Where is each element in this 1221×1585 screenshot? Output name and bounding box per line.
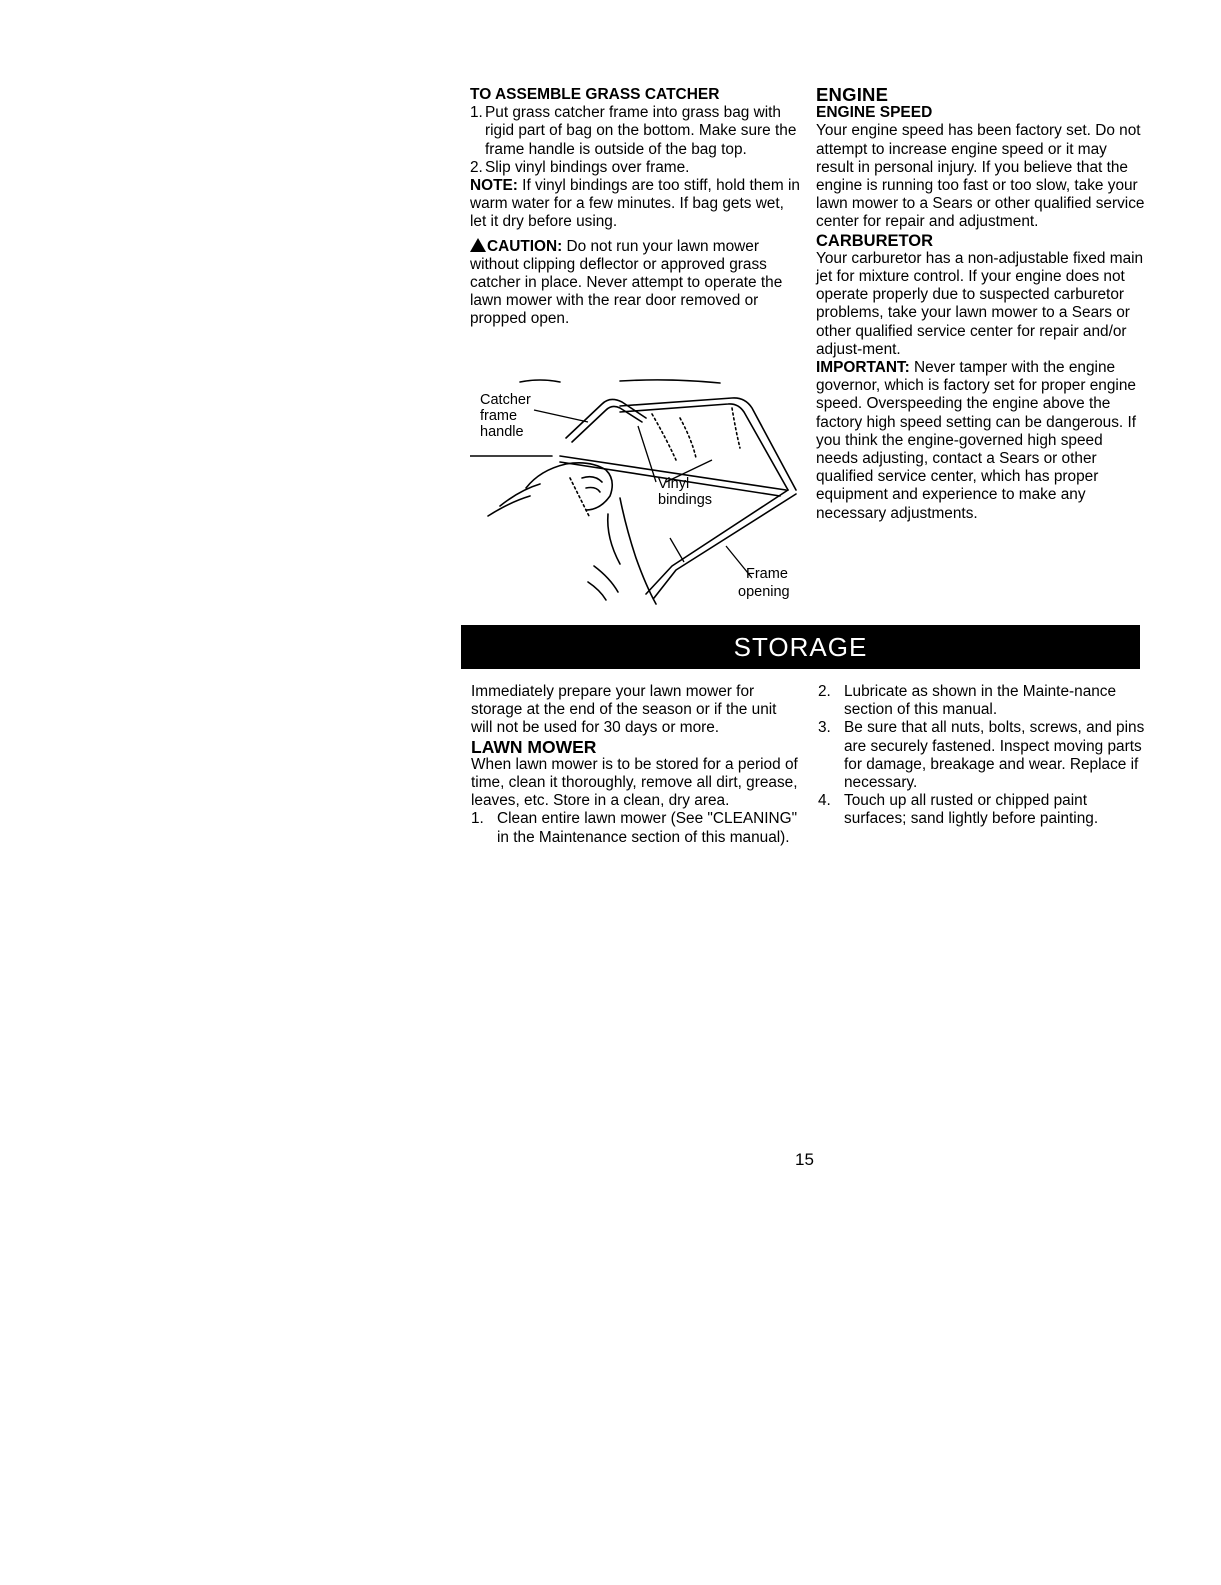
storage-step bbox=[818, 683, 1146, 719]
engine-speed-text: Your engine speed has been factory set. Do not attempt to increase engine speed or it may result in personal injury. If you believe that the engine is running too fast or too slow, take your lawn mower to a Sears or other qualified service center for repair and adjustment. bbox=[816, 122, 1145, 231]
storage-right-column bbox=[818, 683, 1146, 829]
note-label: NOTE: bbox=[470, 177, 518, 195]
step-text: Touch up all rusted or chipped paint surfaces; sand lightly before painting. bbox=[844, 792, 1099, 828]
carburetor-heading: CARBURETOR bbox=[816, 231, 934, 250]
step-number: 2. bbox=[818, 683, 831, 700]
page-number: 15 bbox=[795, 1150, 814, 1169]
note-text: If vinyl bindings are too stiff, hold them in warm water for a few minutes. If bag gets wet, let it dry before using. bbox=[470, 177, 800, 231]
step-number: 2. bbox=[470, 158, 483, 176]
assemble-section bbox=[470, 86, 800, 329]
step-text: Lubricate as shown in the Mainte-nance section of this manual. bbox=[844, 683, 1117, 719]
lawn-mower-text: When lawn mower is to be stored for a period of time, clean it thoroughly, remove all dirt, grease, leaves, etc. Store in a clean, dry area. bbox=[471, 755, 798, 810]
step-number: 1. bbox=[471, 810, 484, 828]
note-paragraph bbox=[470, 177, 800, 232]
assemble-step bbox=[470, 104, 800, 159]
storage-step bbox=[471, 810, 801, 846]
carburetor-text: Your carburetor has a non-adjustable fixed main jet for mixture control. If your engine does not operate properly due to suspected carburetor problems, take your lawn mower to a Sears or other qualified service center for repair and/or adjust-ment. bbox=[816, 249, 1144, 358]
step-number: 4. bbox=[818, 792, 831, 810]
assemble-step bbox=[470, 159, 800, 177]
assemble-heading: TO ASSEMBLE GRASS CATCHER bbox=[470, 86, 720, 103]
frame-opening-label-line2: opening bbox=[738, 584, 790, 600]
important-label: IMPORTANT: bbox=[816, 359, 910, 377]
vinyl-bindings-label: Vinyl bindings bbox=[658, 476, 713, 508]
catcher-frame-handle-label: Catcher frame handle bbox=[480, 392, 531, 440]
step-text: Put grass catcher frame into grass bag with rigid part of bag on the bottom. Make sure the frame handle is outside of the bag top. bbox=[485, 104, 797, 158]
lawn-mower-heading: LAWN MOWER bbox=[471, 736, 597, 757]
storage-step bbox=[818, 792, 1146, 828]
engine-heading: ENGINE bbox=[816, 84, 889, 105]
step-number: 3. bbox=[818, 719, 831, 737]
frame-opening-label-line1: Frame bbox=[746, 566, 788, 582]
warning-triangle-icon bbox=[470, 238, 486, 252]
storage-left-column bbox=[471, 683, 801, 847]
storage-step bbox=[818, 719, 1146, 792]
grass-catcher-illustration bbox=[470, 378, 800, 610]
important-paragraph bbox=[816, 359, 1146, 523]
engine-speed-heading: ENGINE SPEED bbox=[816, 104, 933, 122]
storage-intro: Immediately prepare your lawn mower for storage at the end of the season or if the unit will not be used for 30 days or more. bbox=[471, 683, 777, 737]
caution-paragraph bbox=[470, 238, 800, 329]
step-number: 1. bbox=[470, 104, 483, 122]
engine-section bbox=[816, 86, 1146, 523]
step-text: Be sure that all nuts, bolts, screws, and pins are securely fastened. Inspect moving parts for damage, breakage and wear. Replace if necessary. bbox=[844, 719, 1145, 792]
step-text: Slip vinyl bindings over frame. bbox=[485, 158, 690, 176]
storage-banner: STORAGE bbox=[461, 625, 1140, 669]
important-text: Never tamper with the engine governor, which is factory set for proper engine speed. Overspeeding the engine above the factory high speed setting can be dangerous. If you think the engine-governed high speed needs adjusting, contact a Sears or other qualified service center, which has proper equipment and experience to make any necessary adjustments. bbox=[816, 359, 1136, 522]
step-text: Clean entire lawn mower (See "CLEANING" in the Maintenance section of this manual). bbox=[497, 810, 798, 846]
caution-label: CAUTION: bbox=[487, 237, 563, 255]
caution-text: Do not run your lawn mower without clipping deflector or approved grass catcher in place. Never attempt to operate the lawn mower with the rear door removed or propped open. bbox=[470, 237, 783, 328]
